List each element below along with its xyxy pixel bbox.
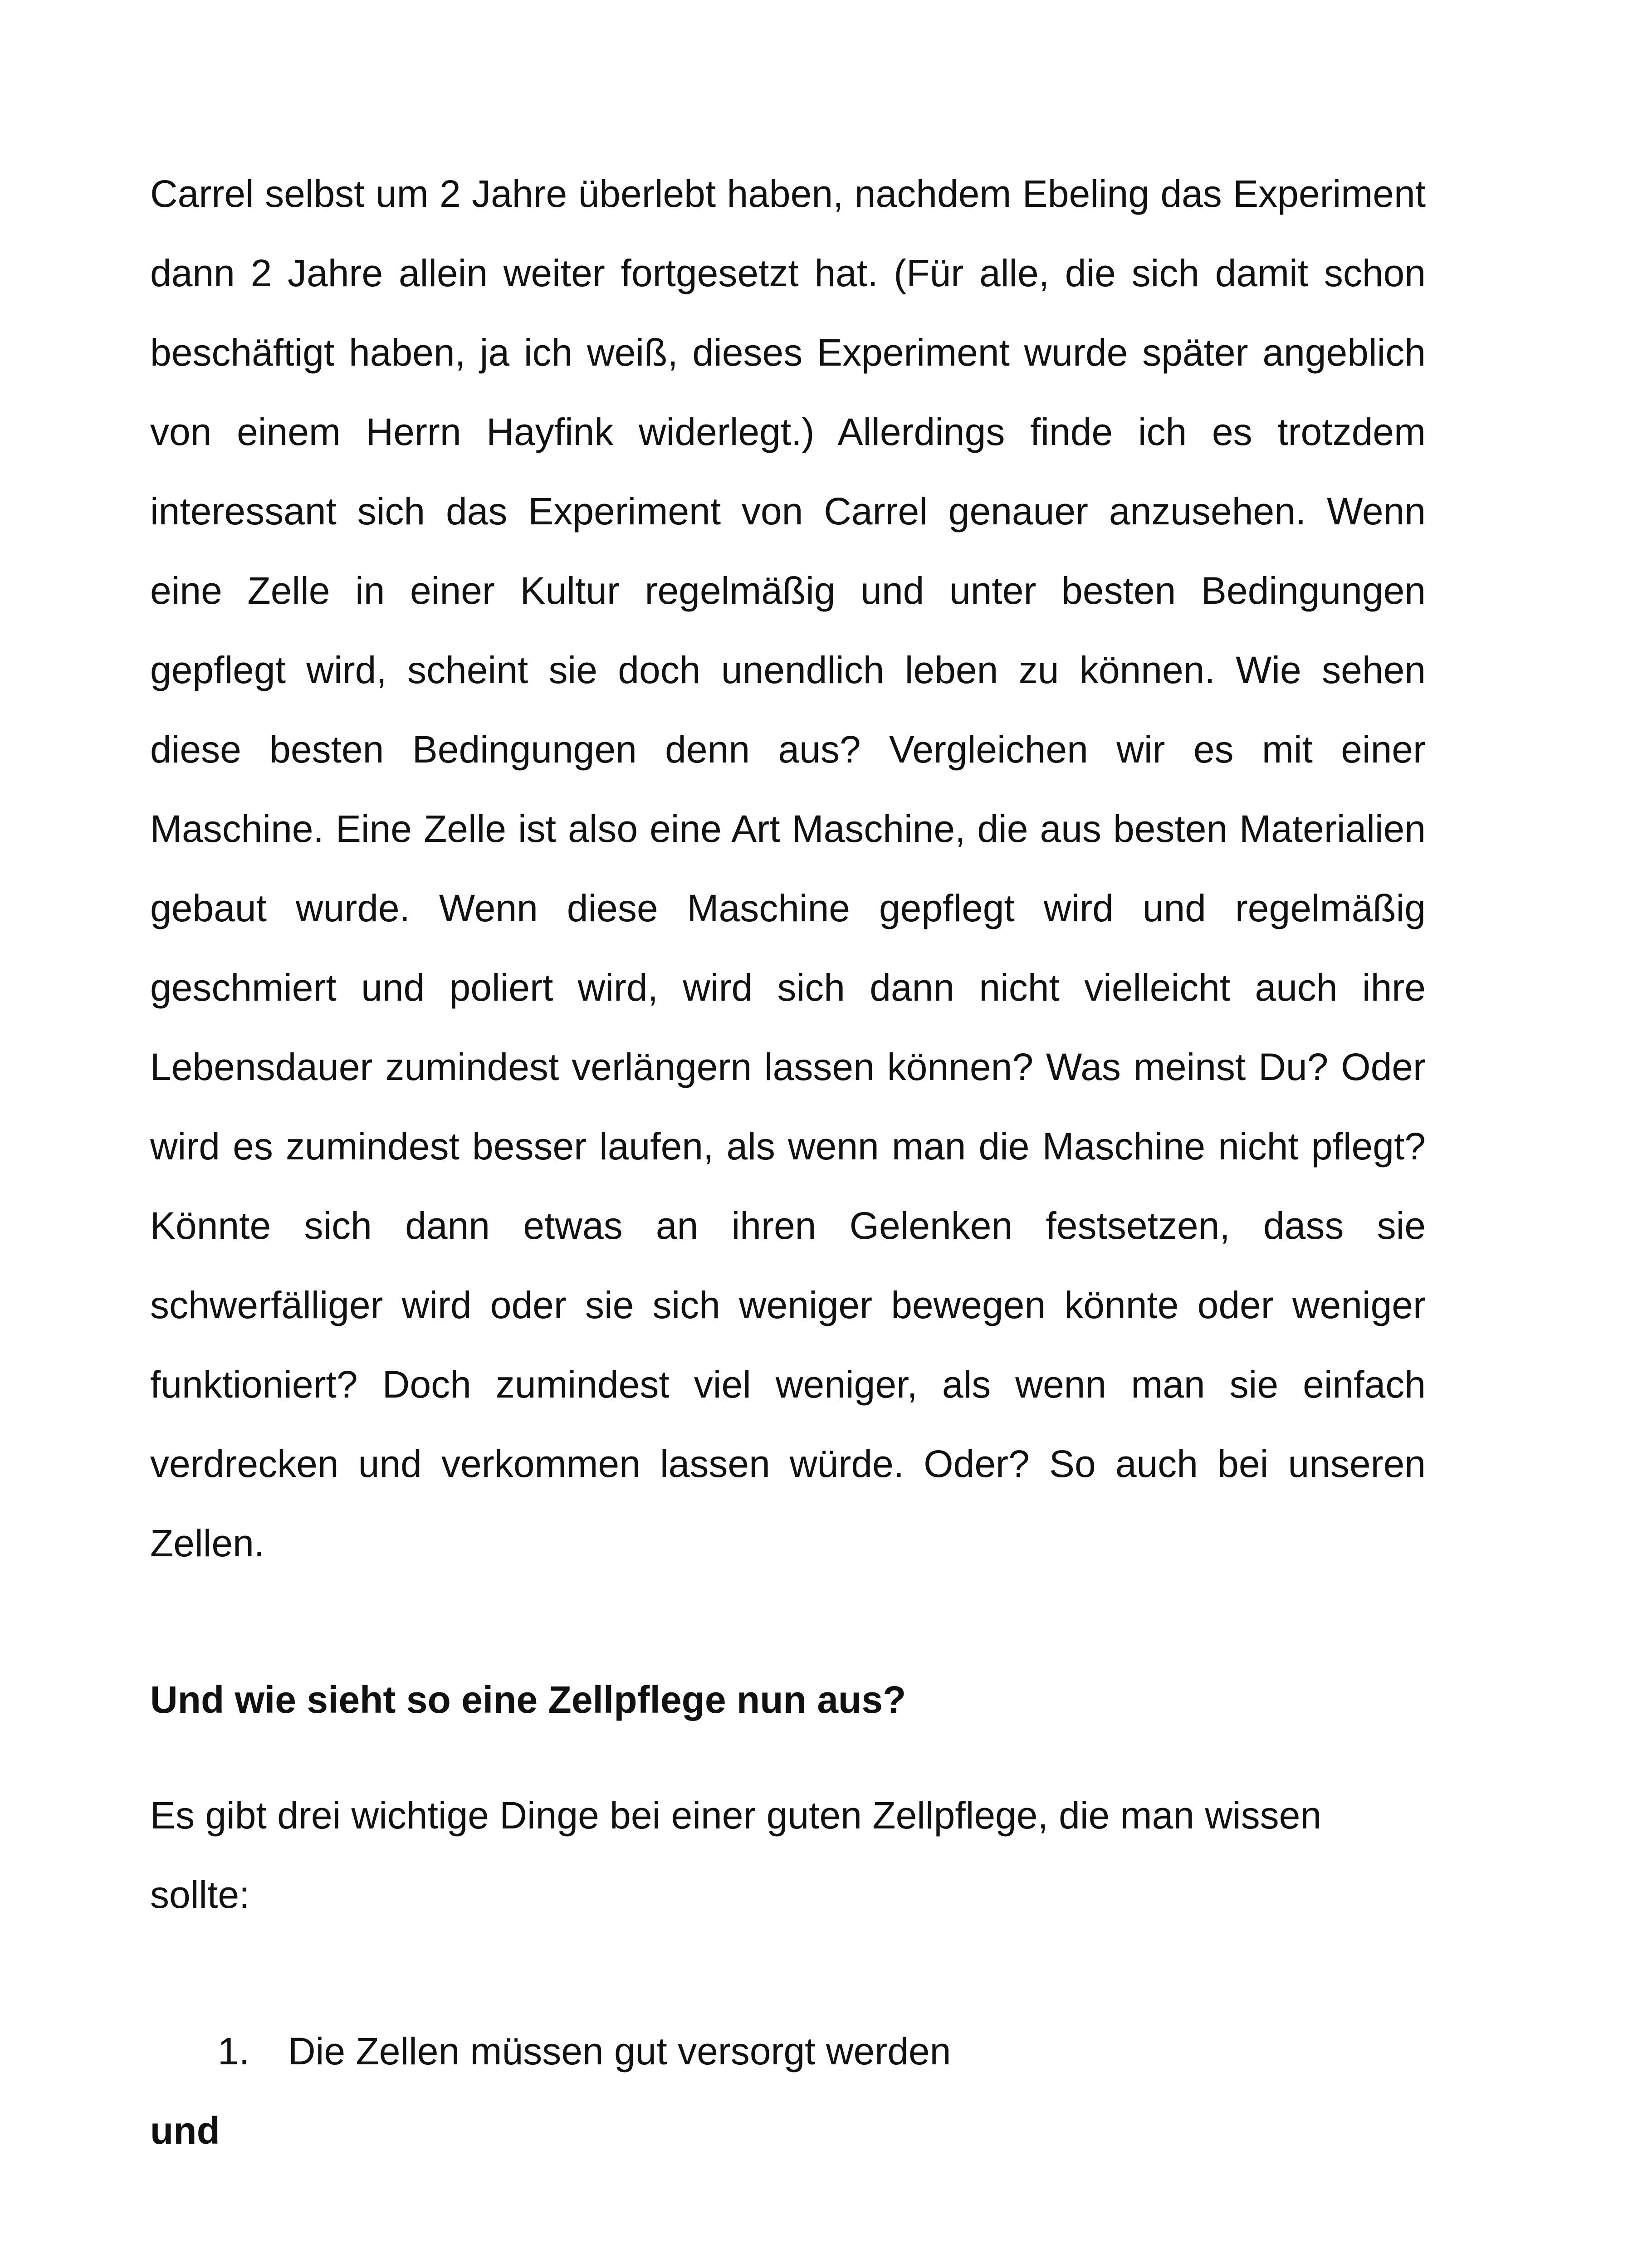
list-item [218,2012,1397,2091]
connector-word: und [150,2109,220,2152]
body-paragraph: Carrel selbst um 2 Jahre überlebt haben, nachdem Ebeling das Experiment dann 2 Jahre allein weiter fortgesetzt hat. (Für alle, die sich damit schon beschäftigt haben, ja ich weiß, dieses Experiment wurde später angeblich von einem Herrn Hayfink widerlegt.) Allerdings finde ich es trotzdem interessant sich das Experiment von Carrel genauer anzusehen. Wenn eine Zelle in einer Kultur regelmäßig und unter besten Bedingungen gepflegt wird, scheint sie doch unendlich leben zu können. Wie sehen diese besten Bedingungen denn aus? Vergleichen wir es mit einer Maschine. Eine Zelle ist also eine Art Maschine, die aus besten Materialien gebaut wurde. Wenn diese Maschine gepflegt wird und regelmäßig geschmiert und poliert wird, wird sich dann nicht vielleicht auch ihre Lebensdauer zumindest verlängern lassen können? Was meinst Du? Oder wird es zumindest besser laufen, als wenn man die Maschine nicht pflegt? Könnte sich dann etwas an ihren Gelenken festsetzen, dass sie schwerfälliger wird oder sie sich weniger bewegen könnte oder weniger funktioniert? Doch zumindest viel weniger, als wenn man sie einfach verdrecken und verkommen lassen würde. Oder? So auch bei unseren Zellen. [150,172,1426,1564]
list-item-text: Die Zellen müssen gut versorgt werden [288,2030,951,2072]
list-item-number: 1. [218,2030,250,2072]
intro-paragraph: Es gibt drei wichtige Dinge bei einer guten Zellpflege, die man wissen sollte: [150,1794,1322,1916]
section-heading: Und wie sieht so eine Zellpflege nun aus? [150,1678,906,1721]
